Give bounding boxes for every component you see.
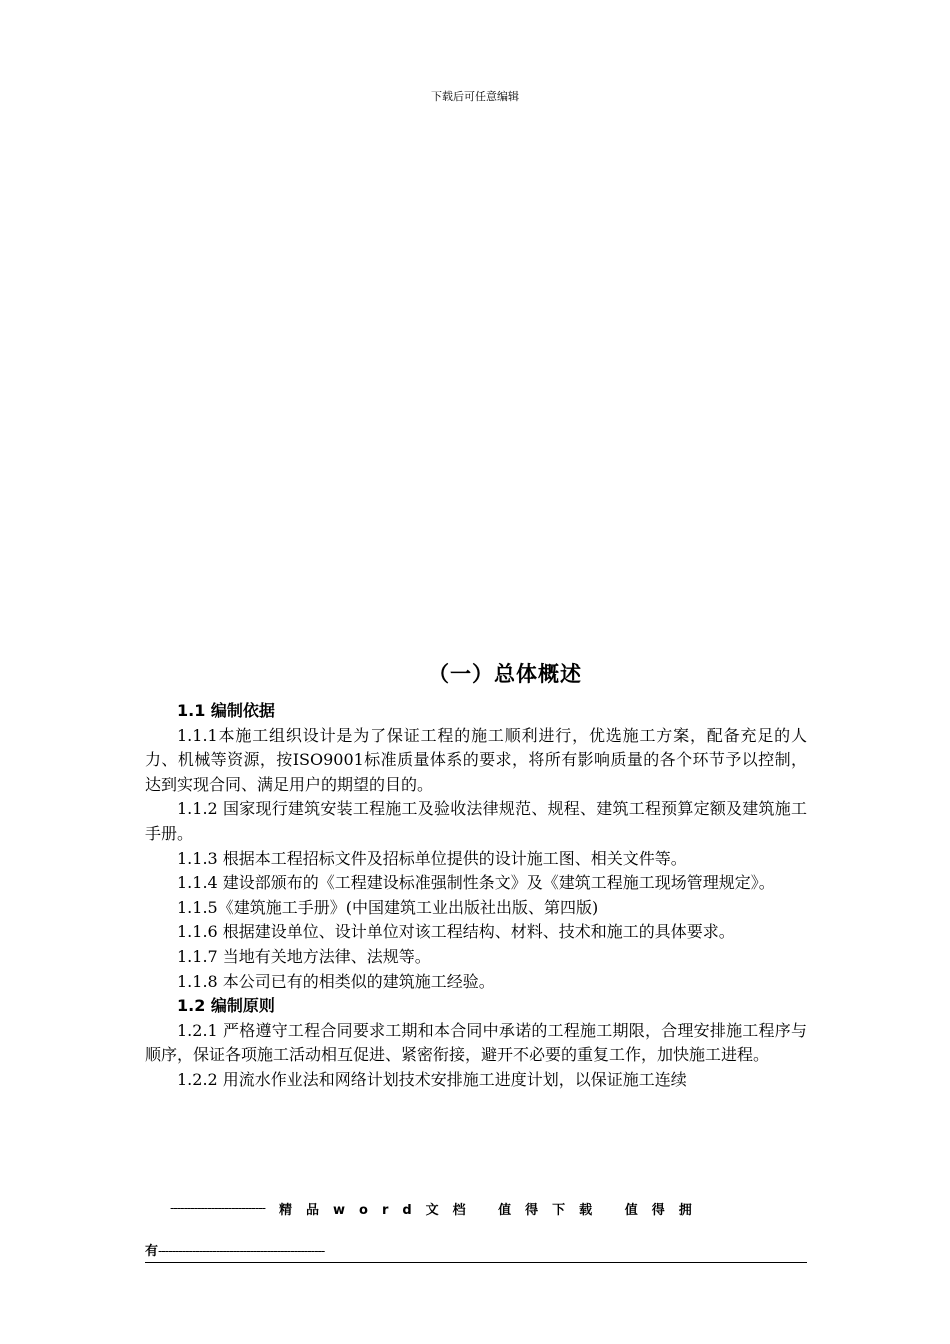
header-note: 下载后可任意编辑 (431, 90, 519, 103)
paragraph: 1.1.8 本公司已有的相类似的建筑施工经验。 (177, 971, 495, 991)
paragraph: 1.1.7 当地有关地方法律、法规等。 (177, 946, 431, 966)
section-heading: 1.1 编制依据 (177, 701, 275, 720)
footer-dashes: ---------------------------- (170, 1201, 265, 1216)
paragraph: 1.1.4 建设部颁布的《工程建设标准强制性条文》及《建筑工程施工现场管理规定》。 (177, 873, 775, 893)
document-body (145, 699, 807, 1093)
footer-text-end: 有 (145, 1244, 159, 1259)
footer-dashes-end: ------------------------------------------------- (158, 1244, 325, 1259)
footer-watermark-line (170, 1199, 810, 1218)
paragraph: 1.1.2 国家现行建筑安装工程施工及验收法律规范、规程、建筑工程预算定额及建筑施工手册。 (145, 799, 807, 843)
footer-text: 精品word文档 值得下载 值得拥 (279, 1203, 706, 1218)
paragraph: 1.1.5《建筑施工手册》(中国建筑工业出版社出版、第四版) (177, 897, 599, 917)
section-heading: 1.2 编制原则 (177, 996, 275, 1016)
section-title: （一）总体概述 (428, 662, 582, 686)
paragraph: 1.2.2 用流水作业法和网络计划技术安排施工进度计划，以保证施工连续 (177, 1069, 687, 1089)
paragraph: 1.2.1 严格遵守工程合同要求工期和本合同中承诺的工程施工期限，合理安排施工程序与顺序，保证各项施工活动相互促进、紧密衔接，避开不必要的重复工作，加快施工进程。 (145, 1020, 807, 1065)
paragraph: 1.1.1本施工组织设计是为了保证工程的施工顺利进行，优选施工方案，配备充足的人力、机械等资源，按ISO9001标准质量体系的要求，将所有影响质量的各个环节予以控制，达到实现合同、满足用户的期望的目的。 (145, 725, 807, 794)
paragraph: 1.1.3 根据本工程招标文件及招标单位提供的设计施工图、相关文件等。 (177, 848, 687, 868)
paragraph: 1.1.6 根据建设单位、设计单位对该工程结构、材料、技术和施工的具体要求。 (177, 922, 735, 942)
footer-rule (145, 1262, 807, 1263)
footer-continuation-line (145, 1240, 324, 1259)
